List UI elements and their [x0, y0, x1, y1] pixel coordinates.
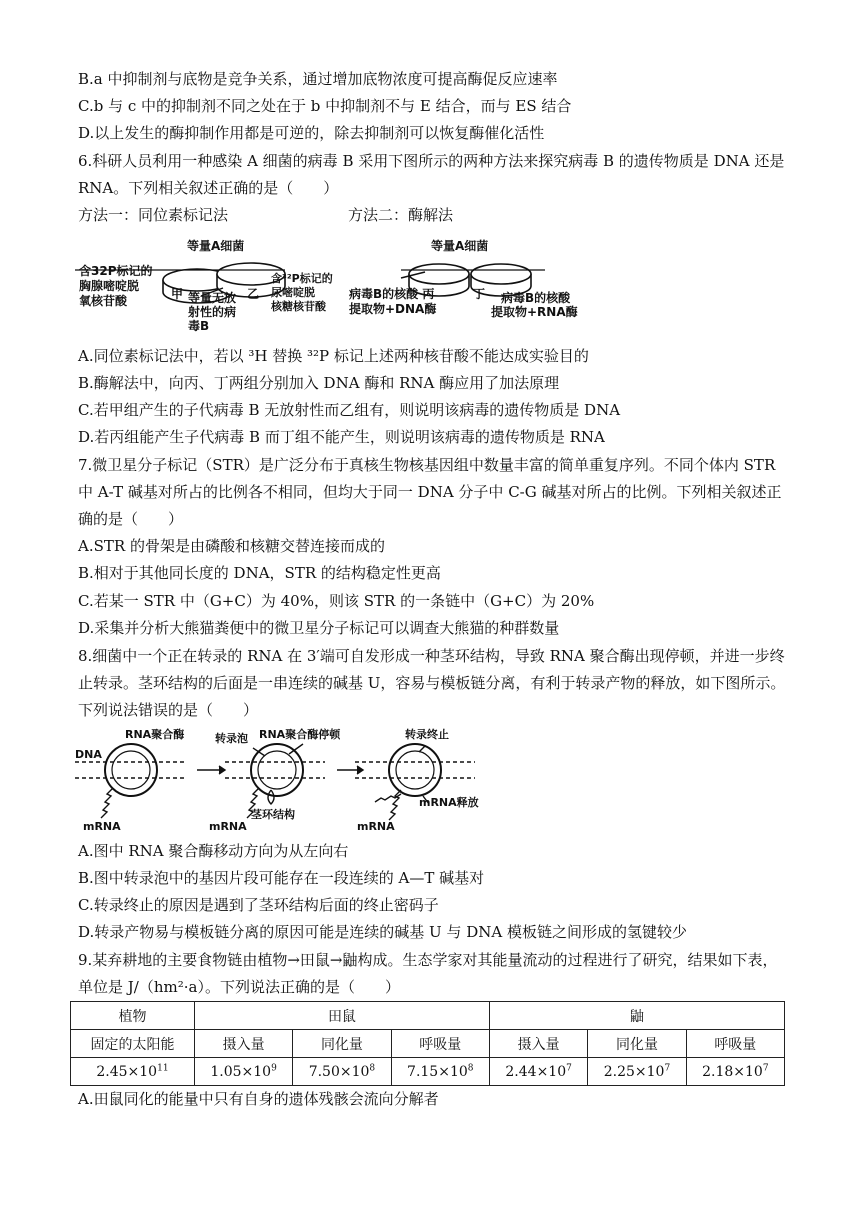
- table-row: [71, 1002, 785, 1030]
- q8-fig-mrna3: mRNA: [357, 820, 395, 833]
- q8-fig-mrna1: mRNA: [83, 820, 121, 833]
- value-vole-assimilation: $7.50\times 10^8$: [293, 1058, 391, 1086]
- q6-fig-bing-1: 病毒B的核酸 丙: [349, 287, 435, 301]
- q8-option-c: C.转录终止的原因是遇到了茎环结构后面的终止密码子: [78, 896, 439, 914]
- q8-option-a: A.图中 RNA 聚合酶移动方向为从左向右: [78, 842, 349, 860]
- q7-stem-line1: 7.微卫星分子标记（STR）是广泛分布于真核生物核基因组中数量丰富的简单重复序列。不同个体内 STR: [78, 456, 776, 474]
- q6-fig-virus-1: 等量无放: [188, 291, 237, 305]
- q6-fig-yi-label-1: 含³²P标记的: [271, 272, 333, 285]
- table-row: [71, 1030, 785, 1058]
- q7-stem-line2: 中 A-T 碱基对所占的比例各不相同，但均大于同一 DNA 分子中 C-G 碱基对所占的比例。下列相关叙述正: [78, 483, 782, 501]
- q8-option-d: D.转录产物易与模板链分离的原因可能是连续的碱基 U 与 DNA 模板链之间形成的氢键较少: [78, 923, 687, 941]
- q6-method2: 方法二：酶解法: [348, 206, 454, 224]
- q8-fig-mrna2: mRNA: [209, 820, 247, 833]
- q6-fig-yi: 乙: [247, 287, 260, 301]
- q6-fig-yi-label-3: 核糖核苷酸: [271, 300, 326, 313]
- value-vole-respiration: $7.15\times 10^8$: [391, 1058, 489, 1086]
- q7-option-d: D.采集并分析大熊猫粪便中的微卫星分子标记可以调查大熊猫的种群数量: [78, 619, 560, 637]
- subheader-respiration: 呼吸量: [391, 1030, 489, 1058]
- q6-fig-32p-3: 氧核苷酸: [79, 294, 128, 308]
- q6-stem-line1: 6.科研人员利用一种感染 A 细菌的病毒 B 采用下图所示的两种方法来探究病毒 B 的遗传物质是 DNA 还是: [78, 152, 785, 170]
- q8-figure: [75, 726, 545, 834]
- header-weasel: 鼬: [489, 1002, 784, 1030]
- q8-stem-line2: 止转录。茎环结构的后面是一串连续的碱基 U，容易与模板链分离，有利于转录产物的释放，如下图所示。: [78, 674, 786, 692]
- q6-fig-equal-a1: 等量A细菌: [187, 239, 245, 253]
- q6-fig-32p-2: 胸腺嘧啶脱: [79, 279, 140, 293]
- header-plant: 植物: [71, 1002, 195, 1030]
- q6-fig-equal-a2: 等量A细菌: [431, 239, 489, 253]
- q8-option-b: B.图中转录泡中的基因片段可能存在一段连续的 A—T 碱基对: [78, 869, 485, 887]
- q5-option-c: C.b 与 c 中的抑制剂不同之处在于 b 中抑制剂不与 E 结合，而与 ES 结合: [78, 97, 572, 115]
- q6-option-c: C.若甲组产生的子代病毒 B 无放射性而乙组有，则说明该病毒的遗传物质是 DNA: [78, 401, 621, 419]
- value-weasel-assimilation: $2.25\times 10^7$: [588, 1058, 686, 1086]
- q5-option-d: D.以上发生的酶抑制作用都是可逆的，除去抑制剂可以恢复酶催化活性: [78, 124, 545, 142]
- subheader-assimilation: 同化量: [293, 1030, 391, 1058]
- q8-stem-line3: 下列说法错误的是（ ）: [78, 701, 259, 719]
- q6-fig-32p-1: 含32P标记的: [79, 264, 153, 278]
- q6-fig-ding-2: 提取物+RNA酶: [491, 305, 578, 319]
- q6-option-b: B.酶解法中，向丙、丁两组分别加入 DNA 酶和 RNA 酶应用了加法原理: [78, 374, 560, 392]
- subheader-respiration: 呼吸量: [686, 1030, 784, 1058]
- header-vole: 田鼠: [194, 1002, 489, 1030]
- value-vole-intake: $1.05\times 10^9$: [194, 1058, 292, 1086]
- subheader-sun: 固定的太阳能: [71, 1030, 195, 1058]
- q6-method1: 方法一：同位素标记法: [78, 206, 229, 224]
- q6-figure: [75, 234, 595, 340]
- q6-fig-ding-1: 病毒B的核酸: [501, 291, 571, 305]
- q8-fig-stemloop: 茎环结构: [251, 808, 295, 821]
- q6-fig-ding: 丁: [473, 287, 486, 301]
- q6-option-d: D.若丙组能产生子代病毒 B 而丁组不能产生，则说明该病毒的遗传物质是 RNA: [78, 428, 605, 446]
- q6-fig-yi-label-2: 尿嘧啶脱: [271, 286, 315, 299]
- q7-option-c: C.若某一 STR 中（G+C）为 40%，则该 STR 的一条链中（G+C）为 20%: [78, 592, 595, 610]
- q8-fig-pause: RNA聚合酶停顿: [259, 728, 341, 741]
- q6-fig-virus-3: 毒B: [188, 319, 210, 333]
- value-weasel-intake: $2.44\times 10^7$: [489, 1058, 587, 1086]
- table-row: [71, 1058, 785, 1086]
- value-weasel-respiration: $2.18\times 10^7$: [686, 1058, 784, 1086]
- q6-option-a: A.同位素标记法中，若以 ³H 替换 ³²P 标记上述两种核苷酸不能达成实验目的: [78, 347, 589, 365]
- q6-fig-bing-2: 提取物+DNA酶: [349, 302, 437, 316]
- q9-option-a: A.田鼠同化的能量中只有自身的遗体残骸会流向分解者: [78, 1090, 439, 1108]
- q7-option-b: B.相对于其他同长度的 DNA，STR 的结构稳定性更高: [78, 564, 441, 582]
- q8-fig-term: 转录终止: [405, 728, 449, 741]
- q7-option-a: A.STR 的骨架是由磷酸和核糖交替连接而成的: [78, 537, 385, 555]
- q6-fig-virus-2: 射性的病: [188, 305, 237, 319]
- q9-stem-line1: 9.某弃耕地的主要食物链由植物→田鼠→鼬构成。生态学家对其能量流动的过程进行了研究，结果如下表，: [78, 951, 778, 969]
- q8-fig-dna: DNA: [75, 748, 102, 761]
- q8-stem-line1: 8.细菌中一个正在转录的 RNA 在 3′端可自发形成一种茎环结构，导致 RNA 聚合酶出现停顿，并进一步终: [78, 647, 785, 665]
- subheader-intake: 摄入量: [489, 1030, 587, 1058]
- q8-fig-bubble: 转录泡: [215, 732, 248, 745]
- energy-flow-table: [70, 1001, 785, 1086]
- q5-option-b: B.a 中抑制剂与底物是竞争关系，通过增加底物浓度可提高酶促反应速率: [78, 70, 558, 88]
- q7-stem-line3: 确的是（ ）: [78, 510, 184, 528]
- q9-stem-line2: 单位是 J/（hm²·a）。下列说法正确的是（ ）: [78, 978, 400, 996]
- value-sun: $2.45\times 10^{11}$: [71, 1058, 195, 1086]
- q8-fig-rnap: RNA聚合酶: [125, 728, 185, 741]
- q6-stem-line2: RNA。下列相关叙述正确的是（ ）: [78, 179, 339, 197]
- subheader-intake: 摄入量: [194, 1030, 292, 1058]
- subheader-assimilation: 同化量: [588, 1030, 686, 1058]
- q8-fig-release: mRNA释放: [419, 796, 479, 809]
- q6-fig-jia: 甲: [171, 287, 184, 301]
